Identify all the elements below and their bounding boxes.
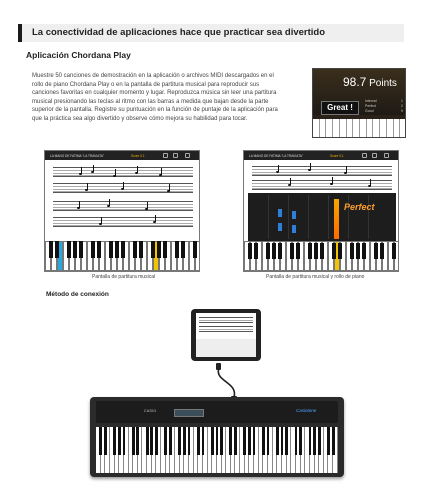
- judgement-label: Perfect: [344, 202, 375, 212]
- section-title: Aplicación Chordana Play: [26, 50, 131, 60]
- black-key: [202, 427, 205, 455]
- black-key: [91, 241, 95, 258]
- rating-badge: Great !: [321, 101, 359, 115]
- black-key: [97, 241, 101, 258]
- staff-line: [199, 326, 253, 332]
- description-line: superior de la pantalla. Registre su puntuación en la función de puntaje de la aplicación para: [32, 107, 278, 114]
- control-panel: [96, 401, 338, 423]
- black-key: [229, 427, 232, 455]
- black-key: [309, 427, 312, 455]
- tablet-screen: [196, 313, 256, 357]
- black-key: [272, 243, 276, 259]
- black-key: [278, 243, 282, 259]
- black-key: [318, 427, 321, 455]
- black-key: [362, 243, 366, 259]
- black-key: [136, 427, 139, 455]
- black-key: [193, 241, 197, 258]
- black-key: [314, 243, 318, 259]
- black-key: [123, 427, 126, 455]
- piano-keys: [45, 241, 199, 271]
- black-key: [374, 243, 378, 259]
- black-key: [73, 241, 77, 258]
- black-key: [248, 427, 251, 455]
- tablet-device: [191, 309, 261, 361]
- piano-keys: [196, 339, 256, 357]
- score-stats: [365, 99, 403, 114]
- score-display: [131, 154, 145, 158]
- score-label: Score: [131, 154, 140, 158]
- black-key: [164, 427, 167, 455]
- black-key: [139, 241, 143, 258]
- note-bar: [278, 209, 282, 217]
- black-key: [296, 243, 300, 259]
- piano-keys: [244, 243, 398, 271]
- description-line: canciones favoritas en cualquier momento y lugar. Reproduzca música sin leer una partitura: [32, 90, 277, 97]
- black-key: [392, 243, 396, 259]
- staff-line: [53, 217, 193, 227]
- black-key: [299, 427, 302, 455]
- black-key: [253, 427, 256, 455]
- score-screen-image: [312, 68, 406, 138]
- stat-row: [365, 109, 403, 114]
- model-logo: Casiotone: [296, 408, 317, 413]
- black-key: [234, 427, 237, 455]
- description-line: musical presionando las teclas al ritmo con las barras a medida que bajan desde la parte: [32, 98, 269, 105]
- black-key: [248, 243, 252, 259]
- sheet-music: [49, 163, 197, 233]
- staff-line: [199, 317, 253, 323]
- black-key: [276, 427, 279, 455]
- black-key: [169, 427, 172, 455]
- sheet-music: [248, 163, 396, 193]
- black-key: [109, 241, 113, 258]
- black-key: [350, 243, 354, 259]
- black-key: [313, 427, 316, 455]
- note-bar: [278, 223, 282, 231]
- score-value: 0.1: [140, 154, 145, 158]
- black-key: [266, 243, 270, 259]
- stat-label: Perfect: [365, 104, 377, 108]
- black-key: [183, 427, 186, 455]
- menu-icon: [185, 153, 190, 158]
- black-key: [332, 243, 336, 259]
- casio-keyboard: [90, 397, 344, 477]
- black-key: [133, 241, 137, 258]
- black-key: [308, 243, 312, 259]
- staff-line: [53, 167, 193, 177]
- menu-icon: [384, 153, 389, 158]
- piano-roll: [248, 163, 396, 241]
- black-key: [196, 339, 199, 350]
- mini-piano-keys: [313, 119, 406, 137]
- black-key: [118, 427, 121, 455]
- stat-label: Good: [365, 109, 374, 113]
- score-label: Score: [330, 154, 339, 158]
- app-screen-sheet-music: [44, 150, 200, 272]
- app-toolbar: [45, 151, 199, 160]
- black-key: [338, 243, 342, 259]
- black-key: [243, 427, 246, 455]
- black-key: [49, 241, 53, 258]
- play-icon: [362, 153, 367, 158]
- black-key: [332, 427, 335, 455]
- stat-value: 9: [401, 109, 403, 113]
- black-key: [150, 427, 153, 455]
- black-key: [211, 427, 214, 455]
- black-key: [121, 241, 125, 258]
- black-key: [267, 427, 270, 455]
- stat-value: 1: [401, 99, 403, 103]
- note-bar: [292, 211, 296, 219]
- black-key: [163, 241, 167, 258]
- caption-sheet-music: Pantalla de partitura musical: [92, 274, 156, 280]
- black-key: [175, 241, 179, 258]
- black-key: [104, 427, 107, 455]
- black-key: [196, 350, 199, 357]
- black-key: [181, 241, 185, 258]
- black-key: [285, 427, 288, 455]
- black-key: [178, 427, 181, 455]
- search-icon: [372, 153, 377, 158]
- black-key: [262, 427, 265, 455]
- black-key: [380, 243, 384, 259]
- score-display: [330, 154, 344, 158]
- black-key: [151, 241, 155, 258]
- song-title: LA MANO DE FATIMA "LA TRAVIATA": [249, 154, 304, 158]
- caption-piano-roll: Pantalla de partitura musical y rollo de piano: [266, 274, 365, 280]
- black-key: [220, 427, 223, 455]
- black-key: [67, 241, 71, 258]
- description-line: Muestre 50 canciones de demostración en la aplicación o archivos MIDI descargados en el: [32, 73, 274, 79]
- black-key: [188, 427, 191, 455]
- note-bar: [292, 225, 296, 233]
- black-key: [157, 241, 161, 258]
- score-points-unit: Points: [369, 78, 397, 89]
- black-key: [132, 427, 135, 455]
- description-line: rollo de piano Chordana Play o en la pantalla de partitura musical para reproducir sus: [32, 81, 260, 88]
- active-note-bar: [334, 199, 339, 239]
- lcd-display: [174, 409, 204, 417]
- staff-line: [252, 166, 392, 176]
- description-line: que la práctica sea algo divertido y observe cómo mejora su habilidad para tocar.: [32, 115, 248, 122]
- score-points-value: 98.7: [343, 75, 367, 89]
- black-key: [55, 241, 59, 258]
- play-icon: [163, 153, 168, 158]
- song-title: LA MANO DE FATIMA "LA TRAVIATA": [50, 154, 105, 158]
- app-toolbar: [244, 151, 398, 160]
- black-key: [290, 243, 294, 259]
- black-key: [197, 427, 200, 455]
- black-key: [79, 241, 83, 258]
- stat-value: 2: [401, 104, 403, 108]
- black-key: [327, 427, 330, 455]
- search-icon: [173, 153, 178, 158]
- black-key: [113, 427, 116, 455]
- section-header: [18, 24, 404, 42]
- staff-line: [252, 180, 392, 190]
- app-screen-piano-roll: [243, 150, 399, 272]
- black-key: [320, 243, 324, 259]
- black-key: [99, 427, 102, 455]
- score-value: 0.1: [339, 154, 344, 158]
- black-key: [281, 427, 284, 455]
- keyboard-keys: [96, 427, 338, 473]
- black-key: [295, 427, 298, 455]
- black-key: [356, 243, 360, 259]
- black-key: [216, 427, 219, 455]
- black-key: [146, 427, 149, 455]
- connection-title: Método de conexión: [46, 291, 109, 298]
- black-key: [155, 427, 158, 455]
- staff-line: [53, 201, 193, 211]
- score-points: [343, 75, 397, 89]
- brand-logo: CASIO: [144, 409, 157, 413]
- description-text: [32, 72, 302, 124]
- black-key: [254, 243, 258, 259]
- black-key: [115, 241, 119, 258]
- page-title: La conectividad de aplicaciones hace que practicar sea divertido: [32, 27, 326, 38]
- stat-label: Interval: [365, 99, 377, 103]
